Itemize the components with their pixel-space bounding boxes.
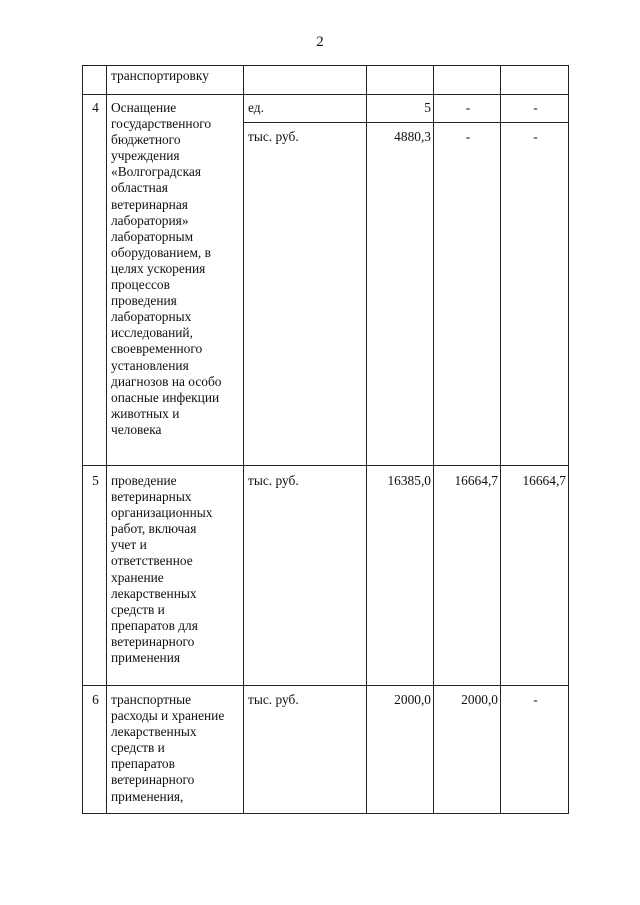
cell-name: Оснащение государственного бюджетного учреждения «Волгоградская областная ветеринарная лаборатория» лабораторным оборудованием, в целях ускорения процессов проведения лабораторных исследований, своевременного установления диагнозов на особо опасные инфекции животных и человека xyxy=(107,95,244,466)
cell-unit: тыс. руб. xyxy=(244,686,367,814)
cell-value-2: - xyxy=(434,123,501,466)
cell-name: транспортировку xyxy=(107,66,244,95)
page-number: 2 xyxy=(316,34,324,50)
cell-value-1: 5 xyxy=(367,95,434,123)
cell-value-3: 16664,7 xyxy=(501,466,569,686)
cell-unit xyxy=(244,66,367,95)
table-row xyxy=(83,95,569,123)
cell-value-2: - xyxy=(434,95,501,123)
table-row xyxy=(83,466,569,686)
cell-value-2: 2000,0 xyxy=(434,686,501,814)
cell-value-1: 16385,0 xyxy=(367,466,434,686)
cell-value-3 xyxy=(501,66,569,95)
cell-unit: тыс. руб. xyxy=(244,123,367,466)
cell-value-2: 16664,7 xyxy=(434,466,501,686)
indicators-table xyxy=(82,65,569,814)
cell-value-3: - xyxy=(501,686,569,814)
cell-name: проведение ветеринарных организационных работ, включая учет и ответственное хранение лекарственных средств и препаратов для ветеринарного применения xyxy=(107,466,244,686)
table-row-continuation xyxy=(83,66,569,95)
cell-number: 6 xyxy=(83,686,107,814)
cell-value-2 xyxy=(434,66,501,95)
cell-value-3: - xyxy=(501,123,569,466)
cell-number: 5 xyxy=(83,466,107,686)
cell-number: 4 xyxy=(83,95,107,466)
cell-value-1: 2000,0 xyxy=(367,686,434,814)
cell-name: транспортные расходы и хранение лекарственных средств и препаратов ветеринарного применения, xyxy=(107,686,244,814)
cell-unit: тыс. руб. xyxy=(244,466,367,686)
cell-value-1 xyxy=(367,66,434,95)
table-row xyxy=(83,686,569,814)
cell-value-3: - xyxy=(501,95,569,123)
cell-value-1: 4880,3 xyxy=(367,123,434,466)
cell-unit: ед. xyxy=(244,95,367,123)
cell-number xyxy=(83,66,107,95)
